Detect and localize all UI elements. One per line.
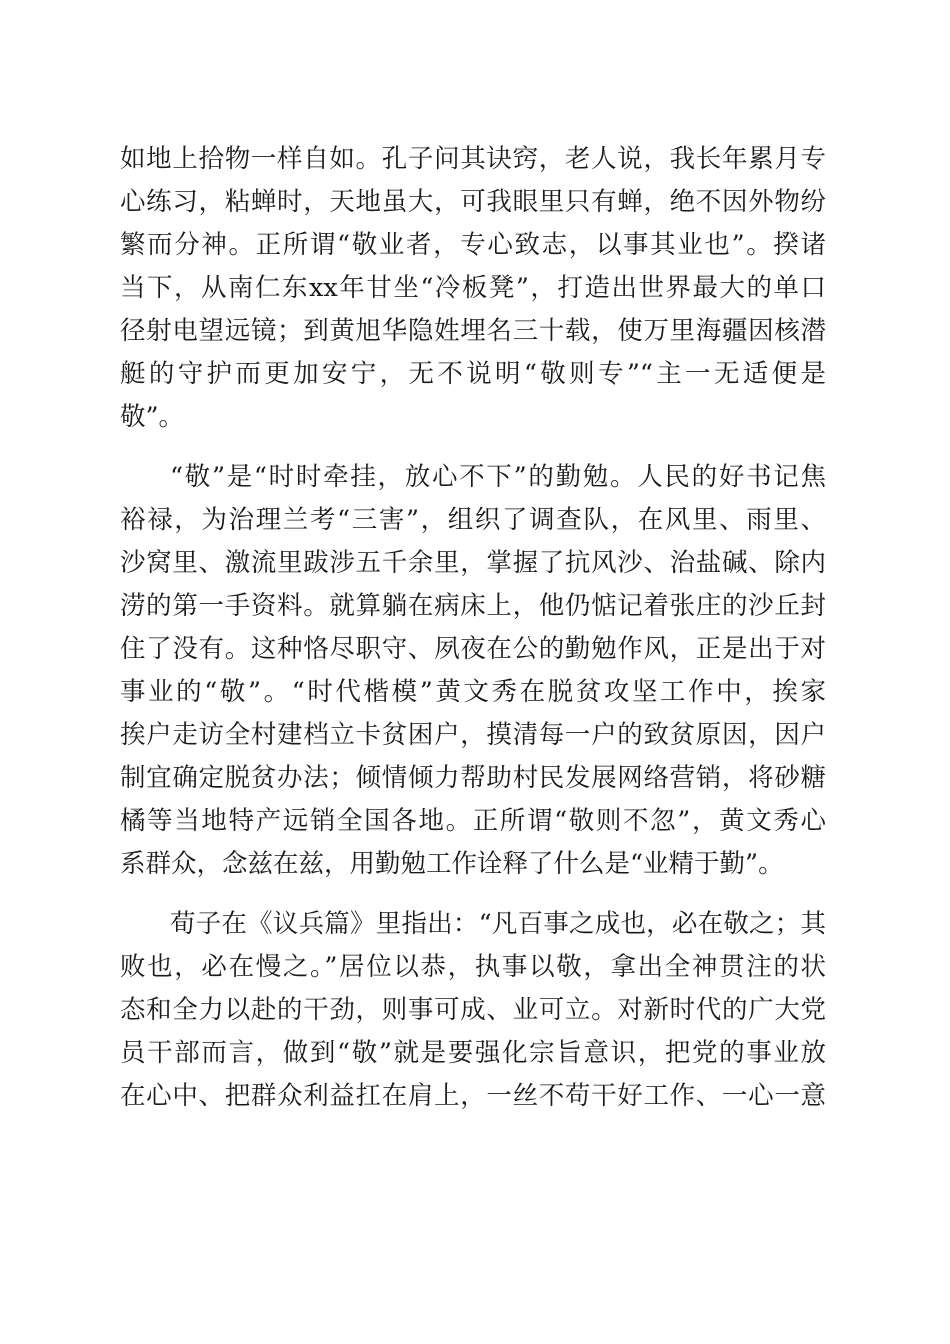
text-line: 敬”。 — [120, 402, 185, 432]
paragraph-first-line: “敬”是“时时牵挂，放心不下”的勤勉。人民的好书记焦 — [170, 462, 826, 492]
text-line: 在心中、把群众利益扛在肩上，一丝不苟干好工作、一心一意 — [120, 1081, 826, 1111]
text-line: 当下，从南仁东xx年甘坐“冷板凳”，打造出世界最大的单口 — [120, 273, 826, 303]
text-line: 住了没有。这种恪尽职守、夙夜在公的勤勉作风，正是出于对 — [120, 634, 826, 664]
text-line: 心练习，粘蝉时，天地虽大，可我眼里只有蝉，绝不因外物纷 — [120, 187, 826, 217]
text-line: 员干部而言，做到“敬”就是要强化宗旨意识，把党的事业放 — [120, 1038, 826, 1068]
text-line: 挨户走访全村建档立卡贫困户，摸清每一户的致贫原因，因户 — [120, 720, 826, 750]
text-line: 艇的守护而更加安宁，无不说明“敬则专”“主一无适便是 — [120, 359, 826, 389]
text-line: 裕禄，为治理兰考“三害”，组织了调查队，在风里、雨里、 — [120, 505, 826, 535]
text-line: 系群众，念兹在兹，用勤勉工作诠释了什么是“业精于勤”。 — [120, 849, 784, 879]
text-line: 态和全力以赴的干劲，则事可成、业可立。对新时代的广大党 — [120, 995, 826, 1025]
text-line: 橘等当地特产远销全国各地。正所谓“敬则不忽”，黄文秀心 — [120, 806, 826, 836]
text-line: 涝的第一手资料。就算躺在病床上，他仍惦记着张庄的沙丘封 — [120, 591, 826, 621]
text-line: 事业的“敬”。“时代楷模”黄文秀在脱贫攻坚工作中，挨家 — [120, 677, 826, 707]
text-line: 如地上拾物一样自如。孔子问其诀窍，老人说，我长年累月专 — [120, 144, 826, 174]
text-line: 败也，必在慢之。”居位以恭，执事以敬，拿出全神贯注的状 — [120, 952, 826, 982]
text-line: 制宜确定脱贫办法；倾情倾力帮助村民发展网络营销，将砂糖 — [120, 763, 826, 793]
text-line: 径射电望远镜；到黄旭华隐姓埋名三十载，使万里海疆因核潜 — [120, 316, 826, 346]
text-line: 繁而分神。正所谓“敬业者，专心致志，以事其业也”。揆诸 — [120, 230, 826, 260]
text-line: 沙窝里、激流里跋涉五千余里，掌握了抗风沙、治盐碱、除内 — [120, 548, 826, 578]
paragraph-first-line: 荀子在《议兵篇》里指出：“凡百事之成也，必在敬之；其 — [170, 909, 826, 939]
